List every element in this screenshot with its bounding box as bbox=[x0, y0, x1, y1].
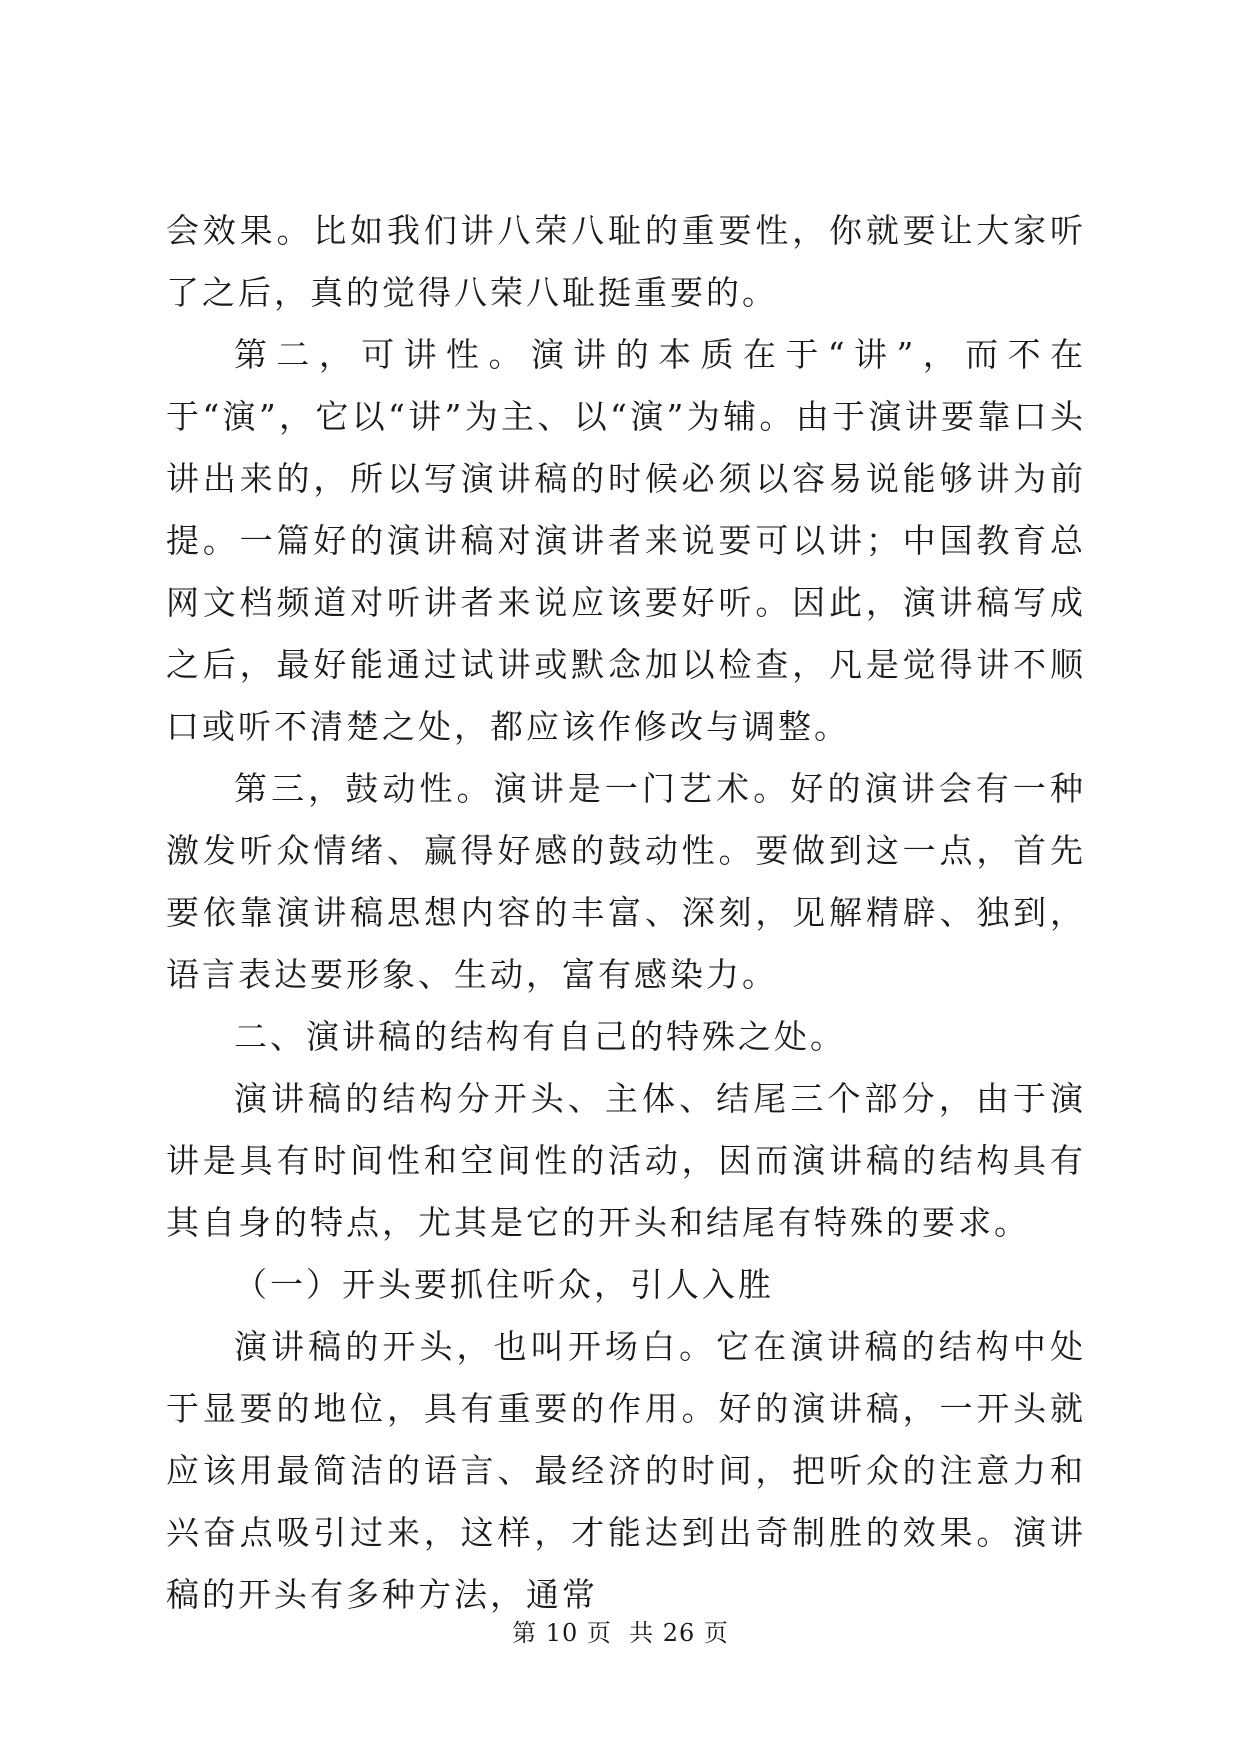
page-number: 第 10 页 共 26 页 bbox=[512, 1619, 729, 1647]
body-text bbox=[166, 200, 1086, 1626]
paragraph-structure: 演讲稿的结构分开头、主体、结尾三个部分，由于演讲是具有时间性和空间性的活动，因而演讲稿的结构具有其自身的特点，尤其是它的开头和结尾有特殊的要求。 bbox=[166, 1079, 1086, 1242]
paragraph-speakability: 第二，可讲性。演讲的本质在于“讲”，而不在于“演”，它以“讲”为主、以“演”为辅。由于演讲要靠口头讲出来的，所以写演讲稿的时候必须以容易说能够讲为前提。一篇好的演讲稿对演讲者来说要可以讲；中国教育总网文档频道对听讲者来说应该要好听。因此，演讲稿写成之后，最好能通过试讲或默念加以检查，凡是觉得讲不顺口或听不清楚之处，都应该作修改与调整。 bbox=[166, 335, 1086, 746]
section-heading-structure: 二、演讲稿的结构有自己的特殊之处。 bbox=[234, 1017, 846, 1056]
page-footer bbox=[0, 1613, 1241, 1648]
paragraph-opening: 演讲稿的开头，也叫开场白。它在演讲稿的结构中处于显要的地位，具有重要的作用。好的演讲稿，一开头就应该用最简洁的语言、最经济的时间，把听众的注意力和兴奋点吸引过来，这样，才能达到出奇制胜的效果。演讲稿的开头有多种方法，通常 bbox=[166, 1327, 1086, 1614]
paragraph-continuation: 会效果。比如我们讲八荣八耻的重要性，你就要让大家听了之后，真的觉得八荣八耻挺重要的。 bbox=[166, 211, 1086, 312]
paragraph-inspiration: 第三，鼓动性。演讲是一门艺术。好的演讲会有一种激发听众情绪、赢得好感的鼓动性。要做到这一点，首先要依靠演讲稿思想内容的丰富、深刻，见解精辟、独到，语言表达要形象、生动，富有感染力。 bbox=[166, 769, 1086, 994]
subsection-heading-opening: （一）开头要抓住听众，引人入胜 bbox=[234, 1265, 774, 1304]
